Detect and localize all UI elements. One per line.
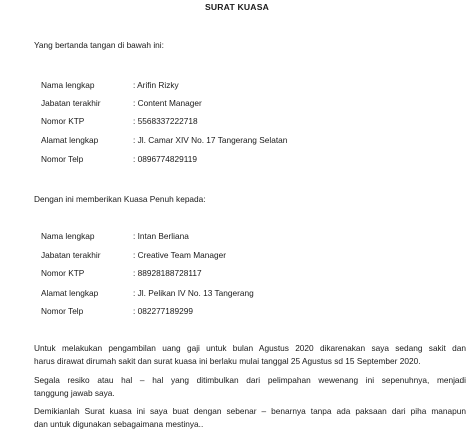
grantee-ktp-label: Nomor KTP bbox=[41, 268, 85, 278]
grant-statement: Dengan ini memberikan Kuasa Penuh kepada: bbox=[34, 194, 206, 204]
grantee-name-label: Nama lengkap bbox=[41, 231, 95, 241]
grantee-position-label: Jabatan terakhir bbox=[41, 250, 101, 260]
grantor-ktp-label: Nomor KTP bbox=[41, 116, 85, 126]
grantor-ktp-value: : 5568337222718 bbox=[133, 116, 198, 126]
paragraph-line: Untuk melakukan pengambilan uang gaji untuk bulan Agustus 2020 dikarenakan saya sedang sakit dan bbox=[34, 343, 466, 353]
grantor-phone-value: : 0896774829119 bbox=[133, 154, 197, 164]
grantee-address-value: : Jl. Pelikan IV No. 13 Tangerang bbox=[133, 288, 254, 298]
grantee-phone-value: : 082277189299 bbox=[133, 306, 193, 316]
paragraph-purpose bbox=[34, 342, 466, 367]
intro-text: Yang bertanda tangan di bawah ini: bbox=[34, 40, 164, 50]
grantor-phone-label: Nomor Telp bbox=[41, 154, 84, 164]
paragraph-responsibility bbox=[34, 374, 466, 399]
grantor-position-value: : Content Manager bbox=[133, 98, 202, 108]
document-title: SURAT KUASA bbox=[204, 2, 270, 12]
paragraph-line: harus dirawat dirumah sakit dan surat kuasa ini berlaku mulai tanggal 25 Agustus sd 15 September 2020. bbox=[34, 355, 421, 366]
paragraph-line: dan untuk digunakan sebagaimana mestinya.. bbox=[34, 418, 204, 429]
grantor-position-label: Jabatan terakhir bbox=[41, 98, 101, 108]
paragraph-line: Demikianlah Surat kuasa ini saya buat dengan sebenar – benarnya tanpa ada paksaan dari piha manapun bbox=[34, 406, 466, 416]
grantee-address-label: Alamat lengkap bbox=[41, 288, 99, 298]
grantee-position-value: : Creative Team Manager bbox=[133, 250, 226, 260]
grantee-ktp-value: : 88928188728117 bbox=[133, 268, 202, 278]
grantor-name-value: : Arifin Rizky bbox=[133, 80, 179, 90]
grantee-name-value: : Intan Berliana bbox=[133, 231, 189, 241]
grantee-phone-label: Nomor Telp bbox=[41, 306, 84, 316]
grantor-address-label: Alamat lengkap bbox=[41, 135, 99, 145]
paragraph-line: tanggung jawab saya. bbox=[34, 387, 115, 398]
grantor-name-label: Nama lengkap bbox=[41, 80, 95, 90]
paragraph-line: Segala resiko atau hal – hal yang ditimbulkan dari pelimpahan wewenang ini sepenuhnya, menjadi bbox=[34, 375, 466, 385]
paragraph-closing bbox=[34, 405, 466, 430]
grantor-address-value: : Jl. Camar XIV No. 17 Tangerang Selatan bbox=[133, 135, 288, 145]
